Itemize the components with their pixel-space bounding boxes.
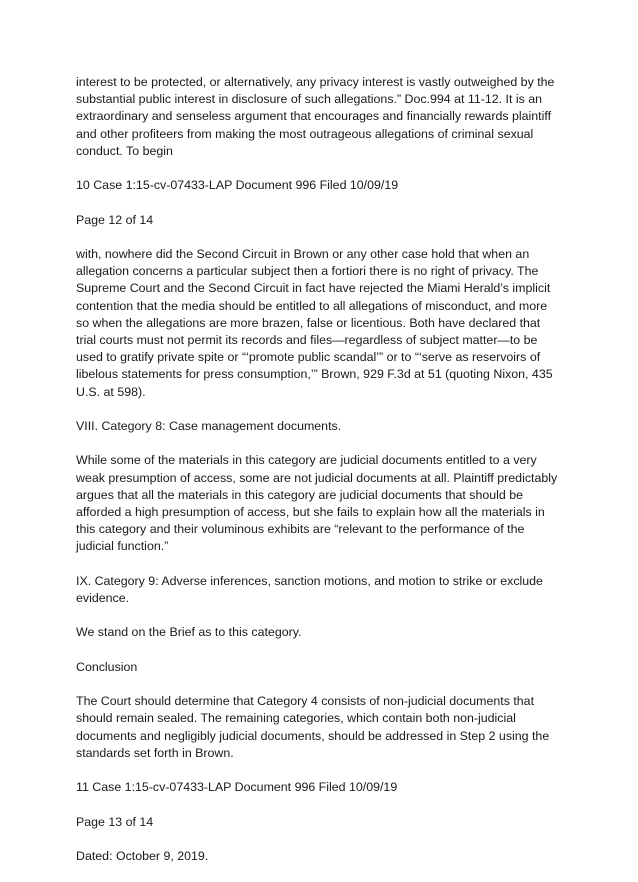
paragraph-second-circuit: with, nowhere did the Second Circuit in Brown or any other case hold that when an allegation concerns a particular subject then a fortiori there is no right of privacy. The Supreme Court and the Second Circuit in fact have rejected the Miami Herald’s implicit contention that the media should be entitled to all allegations of misconduct, and more so when the allegations are more brazen, false or licentious. Both have declared that trial courts must not permit its records and files—regardless of subject matter—to be used to gratify private spite or “‘promote public scandal’” or to “‘serve as reservoirs of libelous statements for press consumption,’” Brown, 929 F.3d at 51 (quoting Nixon, 435 U.S. at 598). [76,246,553,399]
date-line: Dated: October 9, 2019. [76,848,209,863]
page-footer-case-number: 11 Case 1:15-cv-07433-LAP Document 996 Filed 10/09/19 [76,780,398,795]
page-number: Page 12 of 14 [76,212,154,227]
section-heading-category-8: VIII. Category 8: Case management documents. [76,419,342,433]
page-footer-case-number: 10 Case 1:15-cv-07433-LAP Document 996 Filed 10/09/19 [76,178,399,193]
section-heading-category-9: IX. Category 9: Adverse inferences, sanction motions, and motion to strike or exclude evidence. [76,573,543,605]
paragraph-category-9: We stand on the Brief as to this category. [76,625,302,640]
paragraph-privacy-interest: interest to be protected, or alternatively, any privacy interest is vastly outweighed by the substantial public interest in disclosure of such allegations.” Doc.994 at 11-12. It is an extraordinary and senseless argument that encourages and financially rewards plaintiff and other profiteers from making the most outrageous allegations of criminal sexual conduct. To begin [76,75,555,158]
page-number: Page 13 of 14 [76,814,154,829]
paragraph-category-8: While some of the materials in this category are judicial documents entitled to a very weak presumption of access, some are not judicial documents at all. Plaintiff predictably argues that all the materials in this category are judicial documents that should be afforded a high presumption of access, but she fails to explain how all the materials in this category and their voluminous exhibits are “relevant to the performance of the judicial function.” [76,453,558,554]
paragraph-conclusion: The Court should determine that Category 4 consists of non-judicial documents that should remain sealed. The remaining categories, which contain both non-judicial documents and negligibly judicial documents, should be addressed in Step 2 using the standards set forth in Brown. [76,694,550,760]
section-heading-conclusion: Conclusion [76,659,138,674]
document-page [76,74,562,882]
